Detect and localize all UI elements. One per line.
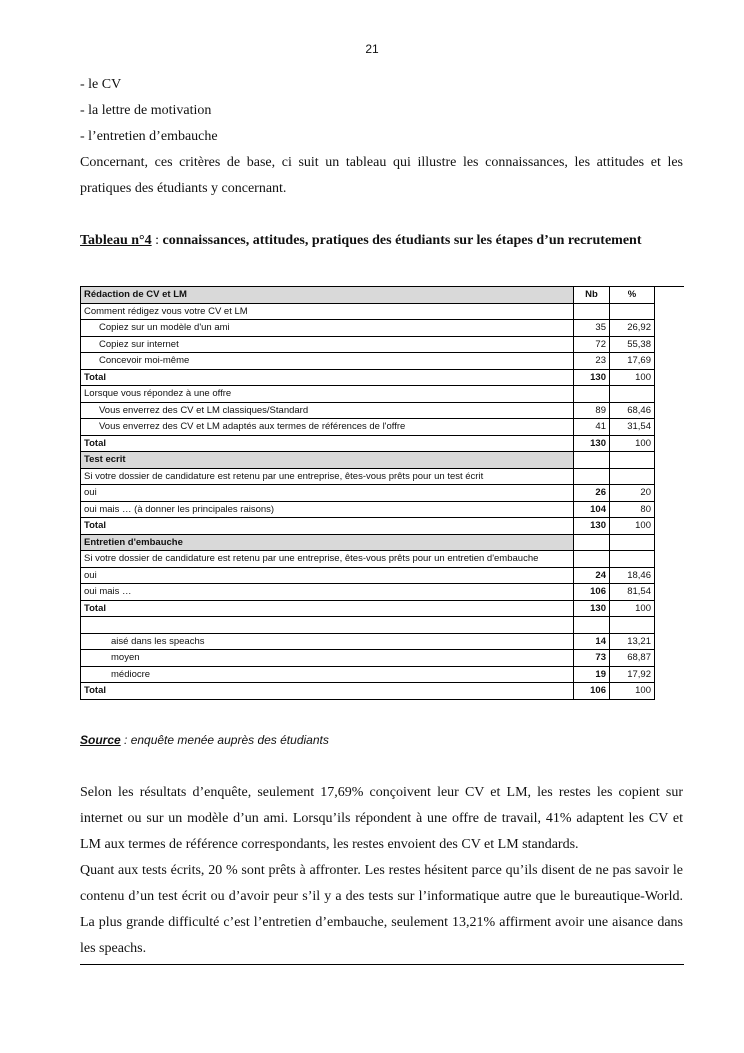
section-title: Rédaction de CV et LM	[81, 287, 574, 304]
section-title: Test ecrit	[81, 452, 574, 469]
answer-nb: 19	[574, 666, 610, 683]
total-row	[81, 683, 655, 700]
table-row	[81, 551, 655, 568]
answer-label: Copiez sur un modèle d'un ami	[81, 320, 574, 337]
total-label: Total	[81, 683, 574, 700]
table-row	[81, 419, 655, 436]
answer-label: Copiez sur internet	[81, 336, 574, 353]
answer-nb: 106	[574, 584, 610, 601]
answer-label: oui mais … (à donner les principales raisons)	[81, 501, 574, 518]
question-cell: Si votre dossier de candidature est retenu par une entreprise, êtes-vous prêts pour un test écrit	[81, 468, 574, 485]
total-pct: 100	[610, 369, 655, 386]
answer-label: aisé dans les speachs	[81, 633, 574, 650]
total-nb: 106	[574, 683, 610, 700]
answer-label: oui mais …	[81, 584, 574, 601]
total-pct: 100	[610, 435, 655, 452]
answer-nb: 89	[574, 402, 610, 419]
answer-nb: 73	[574, 650, 610, 667]
column-header-percent: %	[610, 287, 655, 304]
answer-nb: 41	[574, 419, 610, 436]
intro-line: - l’entretien d’embauche	[80, 129, 218, 144]
table-source	[80, 733, 329, 747]
intro-line: - la lettre de motivation	[80, 103, 212, 118]
answer-nb: 23	[574, 353, 610, 370]
question-cell: Lorsque vous répondez à une offre	[81, 386, 574, 403]
results-block	[80, 780, 683, 962]
answer-pct: 81,54	[610, 584, 655, 601]
answer-nb: 24	[574, 567, 610, 584]
question-cell: Comment rédigez vous votre CV et LM	[81, 303, 574, 320]
intro-line: - le CV	[80, 77, 122, 92]
answer-nb: 14	[574, 633, 610, 650]
total-label: Total	[81, 518, 574, 535]
bottom-rule	[80, 964, 684, 965]
results-paragraph: Quant aux tests écrits, 20 % sont prêts à affronter. Les restes hésitent parce qu’ils disent de ne pas savoir le contenu d’un test écrit ou d’avoir peur s’il y a des tests sur l’informatique autre que le bureautique-World. La plus grande difficulté c’est l’entretien d’embauche, seulement 13,21% affirment avoir une aisance dans les speachs.	[80, 863, 683, 956]
answer-nb: 26	[574, 485, 610, 502]
results-paragraph: Selon les résultats d’enquête, seulement 17,69% conçoivent leur CV et LM, les restes les copient sur internet ou sur un modèle d’un ami. Lorsqu’ils répondent à une offre de travail, 41% adaptent les CV et LM aux termes de référence correspondants, les restes envoient des CV et LM standards.	[80, 785, 683, 852]
intro-paragraph: Concernant, ces critères de base, ci suit un tableau qui illustre les connaissances, les attitudes et les pratiques des étudiants y concernant.	[80, 155, 683, 196]
answer-label: Vous enverrez des CV et LM adaptés aux termes de références de l'offre	[81, 419, 574, 436]
total-nb: 130	[574, 518, 610, 535]
section-header-row	[81, 452, 655, 469]
caption-text: connaissances, attitudes, pratiques des étudiants sur les étapes d’un recrutement	[162, 233, 642, 248]
total-label: Total	[81, 600, 574, 617]
table-row	[81, 633, 655, 650]
table-row	[81, 320, 655, 337]
table-row	[81, 386, 655, 403]
answer-pct: 20	[610, 485, 655, 502]
table-row	[81, 567, 655, 584]
answer-pct: 13,21	[610, 633, 655, 650]
total-pct: 100	[610, 518, 655, 535]
total-label: Total	[81, 435, 574, 452]
answer-nb: 72	[574, 336, 610, 353]
answer-pct: 26,92	[610, 320, 655, 337]
table-row	[81, 468, 655, 485]
table-row	[81, 303, 655, 320]
source-text: : enquête menée auprès des étudiants	[120, 733, 329, 747]
intro-block	[80, 72, 683, 202]
table-row	[81, 584, 655, 601]
answer-label: Vous enverrez des CV et LM classiques/Standard	[81, 402, 574, 419]
answer-pct: 17,92	[610, 666, 655, 683]
total-row	[81, 518, 655, 535]
table-header-row	[81, 287, 655, 304]
survey-table	[80, 286, 684, 700]
page-number: 21	[365, 42, 379, 56]
caption-label: Tableau n°4	[80, 233, 152, 248]
answer-pct: 18,46	[610, 567, 655, 584]
answer-pct: 17,69	[610, 353, 655, 370]
section-header-row	[81, 534, 655, 551]
total-nb: 130	[574, 600, 610, 617]
answer-label: médiocre	[81, 666, 574, 683]
answer-label: oui	[81, 485, 574, 502]
table-row	[81, 336, 655, 353]
answer-label: Concevoir moi-même	[81, 353, 574, 370]
answer-label: moyen	[81, 650, 574, 667]
total-row	[81, 600, 655, 617]
table-top-rule	[80, 286, 684, 287]
table-row	[81, 501, 655, 518]
answer-nb: 35	[574, 320, 610, 337]
total-nb: 130	[574, 435, 610, 452]
answer-pct: 80	[610, 501, 655, 518]
answer-label: oui	[81, 567, 574, 584]
answer-pct: 68,46	[610, 402, 655, 419]
total-row	[81, 369, 655, 386]
table-row	[81, 650, 655, 667]
table-caption	[80, 228, 683, 254]
answer-pct: 55,38	[610, 336, 655, 353]
answer-nb: 104	[574, 501, 610, 518]
column-header-nb: Nb	[574, 287, 610, 304]
empty-row	[81, 617, 655, 634]
table-row	[81, 666, 655, 683]
table-row	[81, 402, 655, 419]
total-pct: 100	[610, 600, 655, 617]
section-title: Entretien d'embauche	[81, 534, 574, 551]
table-row	[81, 485, 655, 502]
total-row	[81, 435, 655, 452]
total-pct: 100	[610, 683, 655, 700]
question-cell: Si votre dossier de candidature est retenu par une entreprise, êtes-vous prêts pour un entretien d'embauche	[81, 551, 574, 568]
total-nb: 130	[574, 369, 610, 386]
caption-colon: :	[151, 233, 163, 248]
table-row	[81, 353, 655, 370]
answer-pct: 31,54	[610, 419, 655, 436]
answer-pct: 68,87	[610, 650, 655, 667]
source-label: Source	[80, 733, 121, 747]
total-label: Total	[81, 369, 574, 386]
